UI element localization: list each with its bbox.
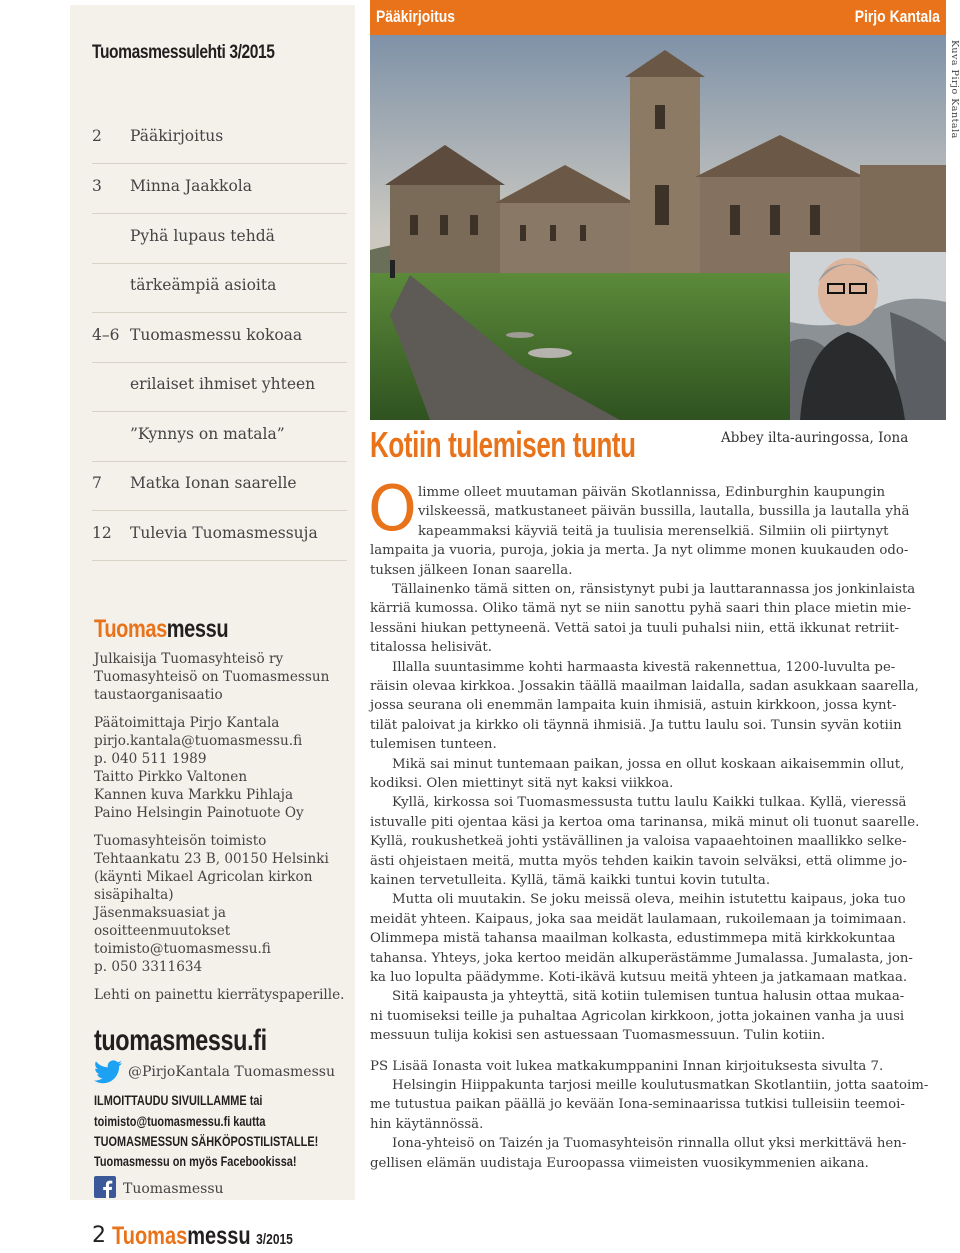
publisher-info-line: sisäpihalta) [94,887,174,903]
photo-credit: Kuva Pirjo Kantala [949,40,960,139]
article-text-line: Mutta oli muutakin. Se joku meissä oleva, meihin istutettu kaipaus, joka tuo [392,892,906,908]
toc-item-text: Tulevia Tuomasmessuja [130,524,318,542]
toc-item-text: Pyhä lupaus tehdä [130,227,275,245]
publisher-info-line: osoitteenmuutokset [94,923,231,939]
toc-item [92,375,315,393]
article-text-line: tahansa. Yhteys, joka kertoo meidän alkuperästämme Jumalassa. Jumalasta, jon- [370,950,913,966]
toc-item-number: 4–6 [92,326,120,344]
article-text-line: tuksen jälkeen Ionan saarella. [370,562,573,578]
article-text-line: Iona-yhteisö on Taizén ja Tuomasyhteisön rinnalla ollut yksi merkittävä hen- [392,1136,907,1152]
toc-item [92,177,252,195]
article-text-line: istuvalle piti ojentaa käsi ja kertoa oma tarinansa, mikä minut oli tuonut saarelle. [370,814,920,830]
toc-item [92,127,223,145]
article-text-line: ni tuomiseksi teille ja puhaltaa Agricolan kirkkoon, jotta jokainen vanha ja uusi [370,1008,905,1024]
publisher-info-line: Jäsenmaksuasiat ja [94,905,226,921]
publisher-info-line: p. 050 3311634 [94,959,203,975]
toc-item-text: tärkeämpiä asioita [130,276,277,294]
article-text-line: PS Lisää Ionasta voit lukea matkakumppanini Innan kirjoituksesta sivulta 7. [370,1058,884,1074]
logo-part-a: Tuomas [94,615,167,643]
newsletter-notice-line: Tuomasmessu on myös Facebookissa! [94,1153,297,1169]
article-text-line: me tutustua paikan päällä jo kevään Iona-seminaarissa tutkisi tulleisiin teemoi- [370,1097,905,1113]
publisher-info-line: Lehti on painettu kierrätyspaperille. [94,987,345,1003]
publisher-info-line: Taitto Pirkko Valtonen [94,769,248,785]
publisher-info-line: Julkaisija Tuomasyhteisö ry [94,651,284,667]
newsletter-notice-line: ILMOITTAUDU SIVUILLAMME tai [94,1092,263,1108]
article-text-line: ka luo lopulta päädymme. Koti-ikävä kutsuu meitä yhteen ja jatkamaan matkaa. [370,970,908,985]
toc-item-text: Minna Jaakkola [130,177,252,195]
toc-divider [92,263,347,264]
twitter-icon[interactable] [94,1060,122,1084]
publisher-info-line: Päätoimittaja Pirjo Kantala [94,715,280,731]
publisher-info-line: Tuomasyhteisö on Tuomasmessun [94,669,330,685]
magazine-title: Tuomasmessulehti 3/2015 [92,42,275,63]
article-text-line: kapeammaksi käyviä teitä ja tuulisia merenselkiä. Silmiin oli piirtynyt [418,523,889,539]
article-text-line: kärriä kumossa. Oliko tämä nyt se niin sanottu pyhä saari thin place mietin mie- [370,601,912,617]
toc-item-text: Tuomasmessu kokoaa [130,326,303,344]
publisher-info-line: Kannen kuva Markku Pihlaja [94,787,294,803]
toc-divider [92,411,347,412]
article-text-line: Olimmepa mistä tahansa maailman kolkasta, edustimmepa mitä kirkkokuntaa [370,931,896,947]
logo-part-b: messu [166,615,229,643]
toc-divider [92,362,347,363]
author-label: Pirjo Kantala [854,7,940,26]
toc-divider [92,213,347,214]
toc-divider [92,163,347,164]
footer-logo-a: Tuomas [112,1222,188,1250]
publisher-info-line: Tuomasyhteisön toimisto [94,833,267,849]
section-label: Pääkirjoitus [376,7,456,26]
footer-logo-b: messu [187,1222,251,1250]
publisher-info-line: (käynti Mikael Agricolan kirkon [94,869,313,885]
article-text-line: Sitä kaipausta ja yhteyttä, sitä kotiin tulemisen tuntua halusin ottaa mukaa- [392,989,905,1005]
drop-cap: O [368,472,417,545]
article-text-line: Mikä sai minut tuntemaan paikan, jossa en ollut koskaan aikaisemmin ollut, [392,756,905,772]
toc-item [92,474,297,492]
author-portrait [790,252,946,420]
toc-divider [92,560,347,561]
toc-item [92,425,285,443]
toc-item-number: 7 [92,474,102,492]
article-text-line: tilät paloivat ja kirkko oli täynnä ihmisiä. Ja tuttu laulu soi. Tunsin syvän kotiin [370,717,902,733]
publisher-info-line[interactable]: pirjo.kantala@tuomasmessu.fi [94,733,303,749]
publisher-info-line: Tehtaankatu 23 B, 00150 Helsinki [94,851,329,867]
publisher-info-line: p. 040 511 1989 [94,751,207,767]
article-text-line: tulemisen tunteen. [370,737,497,753]
article-text-line: lessäni hiukan pettyneenä. Vettä satoi ja tuuli puhalsi niin, että ikkunat retriit- [370,620,900,636]
toc-item-text: Pääkirjoitus [130,127,224,145]
article-text-line: titalossa helisivät. [370,640,492,656]
toc-item [92,524,318,542]
article-text-line: Kyllä, roukushetkeä johti ystävällinen ja valoisa vapaaehtoinen maallikko selke- [370,834,907,850]
toc-item-number: 3 [92,177,102,195]
toc-item-number: 2 [92,127,102,145]
newsletter-notice-line: toimisto@tuomasmessu.fi kautta [94,1113,266,1129]
article-text-line: jossa seurana oli enemmän lampaita kuin ihmisiä, astuin kirkkoon, jossa kynt- [370,698,897,714]
toc-divider [92,510,347,511]
twitter-handle[interactable]: @PirjoKantala Tuomasmessu [128,1064,335,1080]
publisher-info-line[interactable]: toimisto@tuomasmessu.fi [94,941,271,957]
article-text-line: hin käytännössä. [370,1116,484,1132]
facebook-label[interactable]: Tuomasmessu [123,1181,224,1197]
toc-item [92,326,302,344]
publisher-info-line: Paino Helsingin Painotuote Oy [94,805,304,821]
footer-issue: 3/2015 [256,1231,293,1248]
newsletter-notice-line: TUOMASMESSUN SÄHKÖPOSTILISTALLE! [94,1133,319,1149]
article-text-line: vilskeessä, matkustaneet päivän bussilla, lautalla, bussilla ja lautalla yhä [418,504,910,520]
article-text-line: lampaita ja vuoria, puroja, jokia ja merta. Ja nyt olimme monen kuukauden odo- [370,543,909,559]
article-text-line: räisin olevaa kirkkoa. Jossakin täällä maailman laidalla, sadan asukkaan saarella, [370,679,919,694]
toc-item [92,276,276,294]
toc-item-text: erilaiset ihmiset yhteen [130,375,316,393]
photo-caption: Abbey ilta-auringossa, Iona [721,430,909,446]
page-number: 2 [92,1223,106,1248]
article-text-line: Kyllä, kirkossa soi Tuomasmessusta tuttu laulu Kaikki tulkaa. Kyllä, vieressä [392,795,907,811]
article-text-line: Tällainenko tämä sitten on, ränsistynyt pubi ja lauttarannassa jos jonkinlaista [392,582,916,597]
article-text-line: kodiksi. Olen miettinyt sitä nyt kaksi viikkoa. [370,776,674,791]
article-text-line: limme olleet muutaman päivän Skotlannissa, Edinburghin kaupungin [418,485,886,500]
article-text-line: messuun tulija kokisi sen astuessaan Tuomasmessuun. Tulin kotiin. [370,1028,826,1044]
toc-item-text: Matka Ionan saarelle [130,474,297,492]
toc-item-text: ”Kynnys on matala” [130,425,285,443]
article-text-line: meidät yhteen. Kaipaus, joka saa meidät laulamaan, rukoilemaan ja toimimaan. [370,911,907,927]
article-text-line: Illalla suuntasimme kohti harmaasta kivestä rakennettua, 1200-luvulta pe- [392,659,896,675]
toc-divider [92,312,347,313]
footer-logo [112,1222,293,1251]
publisher-info-line: taustaorganisaatio [94,687,223,703]
article-text-line: Helsingin Hiippakunta tarjosi meille koulutusmatkan Skotlantiin, jotta saatoim- [392,1078,929,1093]
website-link[interactable]: tuomasmessu.fi [94,1024,267,1057]
article-text-line: gellisen elämän uudistaja Euroopassa viimeisten vuosikymmenien aikana. [370,1155,869,1171]
toc-divider [92,461,347,462]
toc-item [92,227,275,245]
toc-item-number: 12 [92,524,112,542]
facebook-icon[interactable] [94,1176,116,1198]
article-text-line: ästi ohjeistaen meitä, mutta myös tehden kaikin tavoin selväksi, että olimme jo- [370,853,908,869]
article-text-line: kainen tervetulleita. Kyllä, tämä kaikki tuntui kovin tutulta. [370,873,771,888]
tuomasmessu-logo [94,615,228,644]
article-headline: Kotiin tulemisen tuntu [370,424,636,465]
